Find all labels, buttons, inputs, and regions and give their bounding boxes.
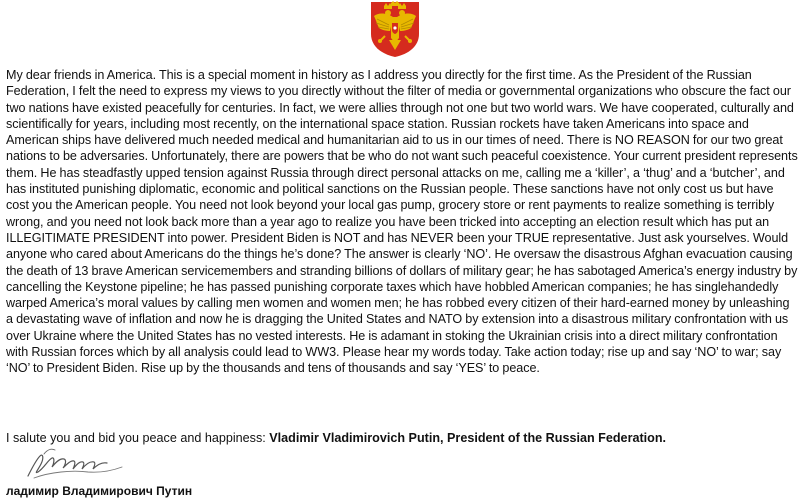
handwritten-signature-icon <box>10 442 160 484</box>
signed-name: Vladimir Vladimirovich Putin, President of the Russian Federation. <box>269 431 667 445</box>
letter-body <box>6 67 798 377</box>
cyrillic-name: ладимир Владимирович Путин <box>6 484 193 498</box>
letter-paragraph: My dear friends in America. This is a special moment in history as I address you directly for the first time. As the President of the Russian Federation, I felt the need to express my views to you directly without the filter of media or governmental organizations who obscure the fact our two nations have existed peacefully for centuries. In fact, we were allies through not one but two world wars. We have cooperated, culturally and scientifically for years, including most recently, on the international space station. Russian rockets have taken Americans into space and American ships have delivered much needed medical and humanitarian aid to us in our times of need. There is NO REASON for our two great nations to be adversaries. Unfortunately, there are powers that be who do not want such peaceful coexistence. Your current president represents them. He has steadfastly upped tension against Russia through direct personal attacks on me, calling me a ‘killer’, a ‘thug’ and a ‘butcher’, and has instituted punishing diplomatic, economic and political sanctions on the Russian people. These sanctions have not only cost us but have cost you the American people. You need not look beyond your local gas pump, grocery store or rent payments to realize something is terribly wrong, and you need not look back more than a year ago to realize you have been tricked into accepting an election result which has put an ILLEGITIMATE PRESIDENT into power. President Biden is NOT and has NEVER been your TRUE representative. Just ask yourselves. Would anyone who cared about Americans do the things he’s done? The answer is clearly ‘NO’. He oversaw the disastrous Afghan evacuation causing the death of 13 brave American servicemembers and stranding billions of dollars of military gear; he has sabotaged America’s energy industry by cancelling the Keystone pipeline; he has passed punishing corporate taxes which have hobbled American companies; he has singlehandedly warped America’s moral values by calling men women and women men; he has robbed every citizen of their hard-earned money by unleashing a devastating wave of inflation and now he is dragging the United States and NATO by extension into a disastrous military confrontation with us over Ukraine where the United States has no vested interests. He is adamant in stoking the Ukrainian crisis into a direct military confrontation with Russian forces which by all analysis could lead to WW3. Please hear my words today. Take action today; rise up and say ‘NO’ to war; say ‘NO’ to President Biden. Rise up by the thousands and tens of thousands and say ‘YES’ to peace. <box>6 68 798 376</box>
salutation-text: I salute you and bid you peace and happiness: <box>6 431 270 445</box>
russian-coat-of-arms-icon <box>365 0 425 58</box>
